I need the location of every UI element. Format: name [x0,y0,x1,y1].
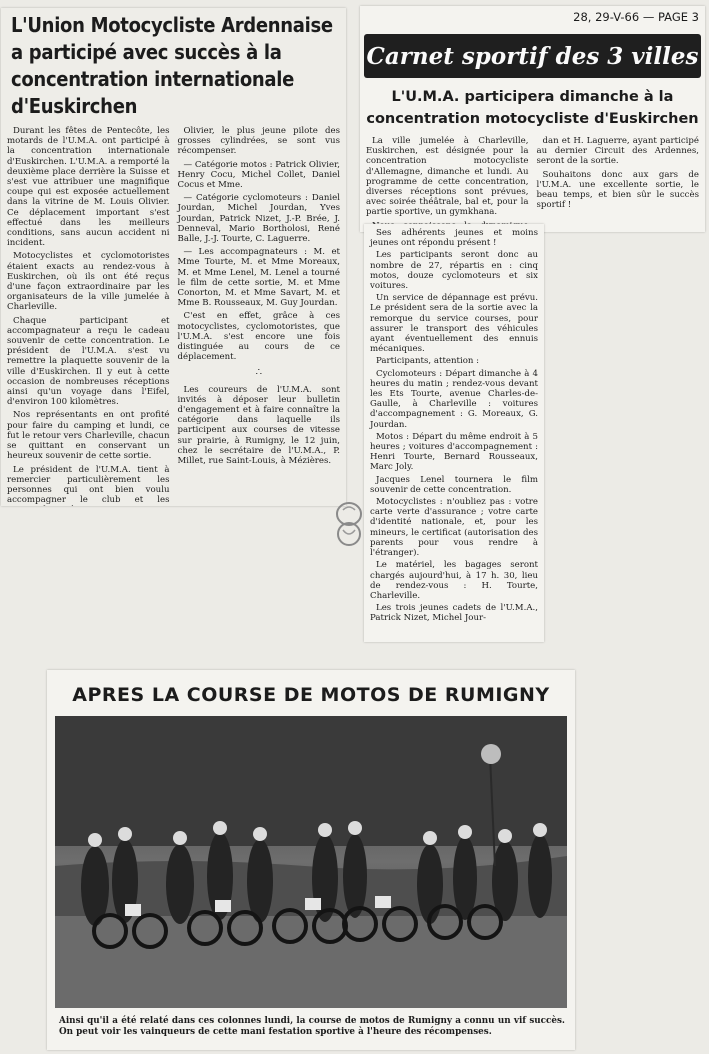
paragraph: Motos : Départ du même endroit à 5 heures ; voitures d'accompagnement : Henri Tourte, Bernard Rousseaux, Marc Joly. [370,431,538,473]
article1-headline: L'Union Motocycliste Ardennaise a participé avec succès à la concentration internationale d'Euskirchen [11,13,333,118]
article2-column-2 [537,136,700,232]
article1-column-2 [178,126,341,506]
photo-caption: Ainsi qu'il a été relaté dans ces colonnes lundi, la course de motos de Rumigny a connu un vif succès. On peut voir les vainqueurs de cette mani festation sportive à l'heure des récompenses. [59,1016,565,1037]
paragraph: Chaque participant et accompagnateur a reçu le cadeau souvenir de cette concentration. Le président de l'U.M.A. s'est vu remettre la plaquette souvenir de la ville d'Euskirchen. Il y eut à cette occasion de nombreuses réceptions ainsi qu'un voyage dans l'Eifel, d'environ 100 kilomètres. [7,315,170,408]
paragraph: C'est en effet, grâce à ces motocyclistes, cyclomotoristes, que l'U.M.A. s'est encore une fois distinguée au cours de ce déplacement. [177,311,340,363]
paragraph: Le matériel, les bagages seront chargés aujourd'hui, à 17 h. 30, lieu de rendez-vous : H. Tourte, Charleville. [370,560,538,601]
paragraph: Le président de l'U.M.A. tient à remercier particulièrement les personnes qui ont bien voulu accompagner le club et les [7,464,170,506]
article2-headline: L'U.M.A. participera dimanche à la concentration motocycliste d'Euskirchen [366,89,699,127]
paragraph: Jacques Lenel tournera le film souvenir de cette concentration. [370,474,538,495]
paragraph: Nos représentants en ont profité pour faire du camping et lundi, ce fut le retour vers Charleville, chacun se quittant en conservant un heureux souvenir de cette sortie. [7,410,170,462]
paragraph: Durant les fêtes de Pentecôte, les motards de l'U.M.A. ont participé à la concentration internationale d'Euskirchen. L'U.M.A. a remporté la deuxième place derrière la Suisse et s'est vue attribuer une magnifique coupe qui est exposée actuellement dans la vitrine de M. Louis Olivier. Ce déplacement important s'est effectué dans les meilleurs conditions, sans aucun accident ni incident. [7,126,170,249]
paragraph: Ses adhérents jeunes et moins jeunes ont répondu présent ! [370,228,538,249]
dateline: 28, 29-V-66 — PAGE 3 [573,10,699,24]
paragraph: Les trois jeunes cadets de l'U.M.A., Patrick Nizet, Michel Jour- [370,603,538,624]
photo-headline: APRES LA COURSE DE MOTOS DE RUMIGNY [72,684,550,706]
paragraph: Cyclomoteurs : Départ dimanche à 4 heures du matin ; rendez-vous devant les Ets Tourte, avenue Charles-de-Gaulle, à Charleville : voitures d'accompagnement : G. Moreaux, G. Jourdan. [370,368,538,430]
paragraph: Motocyclistes : n'oubliez pas : votre carte verte d'assurance ; votre carte d'identité nationale, et, pour les mineurs, le certificat (autorisation des parents pour vous rendre à l'étranger). [370,497,538,559]
clipping-euskirchen-preview [360,6,705,232]
paragraph: Souhaitons donc aux gars de l'U.M.A. une excellente sortie, le beau temps, et bien sûr le succès sportif ! [536,169,699,211]
clipping-euskirchen-result [1,8,346,506]
article2-column-1 [366,136,529,232]
race-winners-photo [55,716,567,1008]
paragraph: dan et H. Laguerre, ayant participé au dernier Circuit des Ardennes, seront de la sortie. [536,136,699,167]
paragraph: — Catégorie motos : Patrick Olivier, Henry Cocu, Michel Collet, Daniel Cocus et Mme. [177,159,340,191]
paragraph: Motocyclistes et cyclomotoristes étaient exacts au rendez-vous à Euskirchen, où ils ont été reçus d'une façon extraordinaire par les organisateurs de la ville jumelée à Charleville. [7,251,170,313]
paragraph: Un service de dépannage est prévu. Le président sera de la sortie avec la remorque du service courses, pour assurer le transport des véhicules ayant éventuellement des ennuis mécaniques. [370,293,538,355]
section-separator: ∴ [255,367,262,379]
section-banner: Carnet sportif des 3 villes [364,34,701,78]
paragraph: Olivier, le plus jeune pilote des grosses cylindrées, se sont vus récompenser. [177,126,340,157]
paragraph: Les coureurs de l'U.M.A. sont invités à déposer leur bulletin d'engagement et à faire connaître la catégorie dans laquelle ils participent aux courses de vitesse sur prairie, à Rumigny, le 12 juin, chez le secrétaire de l'U.M.A., P. Millet, rue Saint-Louis, à Mézières. [177,384,340,467]
paragraph: — Catégorie cyclomoteurs : Daniel Jourdan, Michel Jourdan, Yves Jourdan, Patrick Nizet, J.-P. Brée, J. Denneval, Mario Bortholosi, René Balle, J.-J. Tourte, C. Laguerre. [177,193,340,245]
paragraph: La ville jumelée à Charleville, Euskirchen, est désignée pour la concentration motocycliste d'Allemagne, dimanche et lundi. Au programme de cette concentration, diverses réceptions sont prévues, avec soirée théâtrale, bal et, pour la partie sportive, un gymkhana. [366,136,529,218]
paragraph: — Les accompagnateurs : M. et Mme Tourte, M. et Mme Moreaux, M. et Mme Lenel, M. Lenel a tourné le film de cette sortie, M. et Mme Conorton, M. et Mme Savart, M. et Mme B. Rousseaux, M. Guy Jourdan. [177,247,340,309]
paragraph: Participants, attention : [376,356,480,367]
paragraph: Les participants seront donc au nombre de 27, répartis en : cinq motos, douze cyclomoteurs et six voitures. [370,250,538,292]
library-stamp-icon [332,498,366,550]
article1-column-1 [7,126,170,506]
clipping-euskirchen-continued [364,224,544,642]
clipping-rumigny-photo [47,670,575,1050]
